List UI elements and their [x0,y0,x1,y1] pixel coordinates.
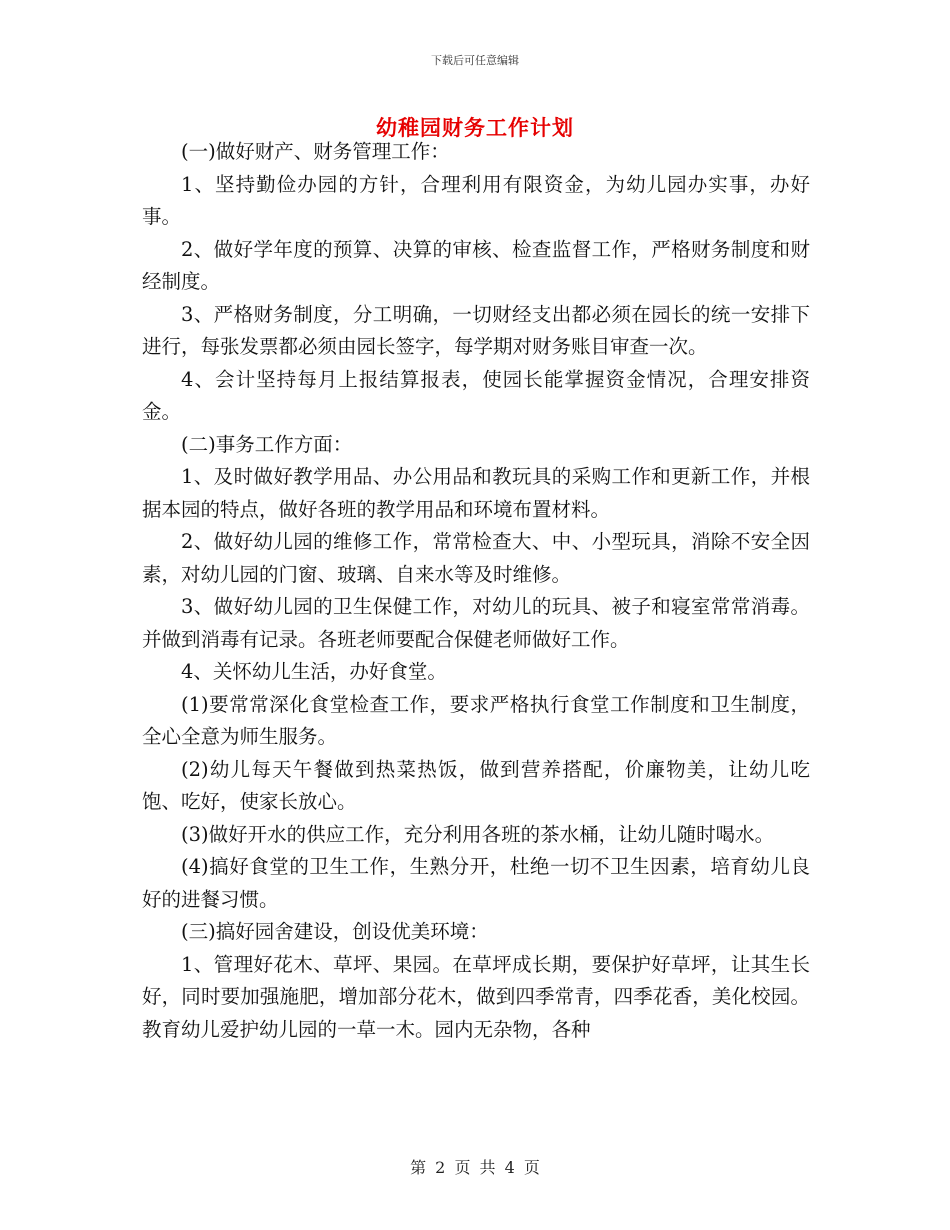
paragraph: (1)要常常深化食堂检查工作，要求严格执行食堂工作制度和卫生制度，全心全意为师生服务。 [142,692,810,748]
paragraph: (二)事务工作方面： [181,432,353,456]
paragraph: 3、严格财务制度，分工明确，一切财经支出都必须在园长的统一安排下进行，每张发票都必须由园长签字，每学期对财务账目审查一次。 [142,302,810,358]
paragraph: (2)幼儿每天午餐做到热菜热饭，做到营养搭配，价廉物美，让幼儿吃饱、吃好，使家长放心。 [142,757,810,813]
document-body [142,136,810,1046]
paragraph: (3)做好开水的供应工作，充分利用各班的茶水桶，让幼儿随时喝水。 [181,822,775,846]
page-header: 下载后可任意编辑 [431,54,519,67]
paragraph: 3、做好幼儿园的卫生保健工作，对幼儿的玩具、被子和寝室常常消毒。并做到消毒有记录。各班老师要配合保健老师做好工作。 [142,595,810,651]
paragraph: 2、做好幼儿园的维修工作，常常检查大、中、小型玩具，消除不安全因素，对幼儿园的门窗、玻璃、自来水等及时维修。 [142,530,810,586]
paragraph: (三)搞好园舍建设，创设优美环境： [181,920,489,943]
paragraph: 1、坚持勤俭办园的方针，合理利用有限资金，为幼儿园办实事，办好事。 [142,172,810,228]
paragraph: (一)做好财产、财务管理工作： [181,140,450,163]
paragraph: (4)搞好食堂的卫生工作，生熟分开，杜绝一切不卫生因素，培育幼儿良好的进餐习惯。 [142,855,810,911]
paragraph: 1、管理好花木、草坪、果园。在草坪成长期，要保护好草坪，让其生长好，同时要加强施肥，增加部分花木，做到四季常青，四季花香，美化校园。教育幼儿爱护幼儿园的一草一木。园内无杂物，各种 [142,952,810,1041]
paragraph: 4、关怀幼儿生活，办好食堂。 [181,660,447,683]
document-title: 幼稚园财务工作计划 [376,116,574,140]
page-footer: 第 2 页 共 4 页 [410,1158,540,1177]
paragraph: 1、及时做好教学用品、办公用品和教玩具的采购工作和更新工作，并根据本园的特点，做好各班的教学用品和环境布置材料。 [142,465,810,521]
paragraph: 4、会计坚持每月上报结算报表，使园长能掌握资金情况，合理安排资金。 [142,367,810,423]
paragraph: 2、做好学年度的预算、决算的审核、检查监督工作，严格财务制度和财经制度。 [142,237,810,293]
